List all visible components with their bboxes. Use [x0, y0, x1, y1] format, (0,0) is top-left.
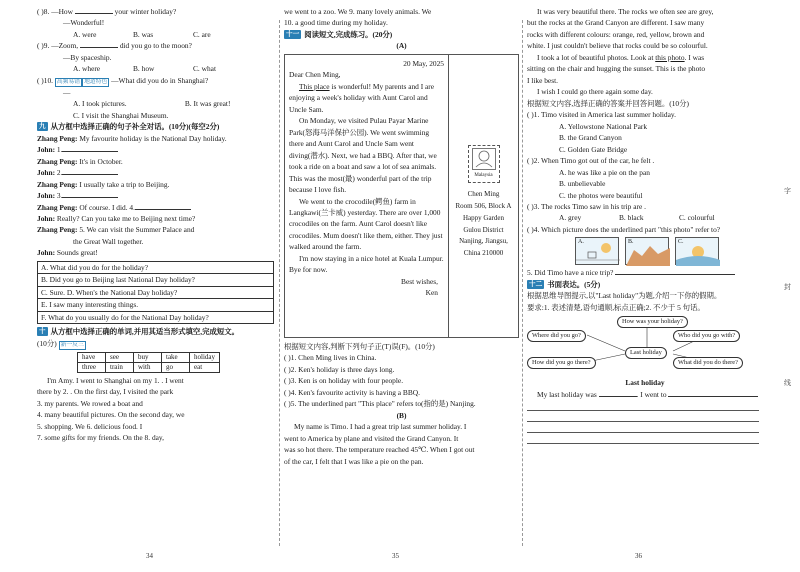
q9-blank[interactable] — [80, 41, 118, 48]
answer-option: B. black — [619, 213, 644, 223]
picture-c — [675, 237, 719, 265]
stamp-icon — [468, 145, 500, 183]
q10-option-b: B. It was great! — [184, 99, 231, 109]
q9-reply: —By spaceship. — [63, 52, 112, 62]
stamp-art-icon — [473, 149, 495, 169]
section-12-header — [527, 279, 763, 290]
dialogue-speaker: John: — [37, 248, 57, 258]
word-bank-word: take — [162, 352, 190, 362]
passage-b-para-1-line: It was very beautiful there. The rocks we often see are grey, — [537, 7, 714, 16]
word-bank-word: holiday — [190, 352, 220, 362]
mind-node-right-bottom: What did you do there? — [673, 357, 743, 369]
address-line: China 210000 — [463, 249, 504, 258]
page-number-35: 35 — [392, 552, 399, 560]
column-right — [527, 6, 763, 572]
q8-line — [37, 6, 274, 17]
postcard-para-4: I'm now staying in a nice hotel at Kuala Lumpur. Bye for now. — [289, 253, 444, 275]
section-11-header — [284, 29, 519, 40]
dialogue-text: 2. — [56, 168, 63, 178]
passage-b-para-1 — [527, 6, 763, 52]
dialogue-speaker: Zhang Peng: — [37, 225, 80, 235]
q10-reply: — — [63, 87, 71, 97]
postcard-greeting: Dear Chen Ming, — [289, 70, 341, 80]
q8-option-a: A. were — [73, 29, 97, 39]
tf-item: ( )5. The underlined part "This place" refers to(指的是) Nanjing. — [284, 399, 476, 409]
section-12-instruction-2: 要求:1. 表述清楚,语句通顺,标点正确;2. 不少于 5 句话。 — [527, 302, 705, 312]
passage-continue-1: we went to a zoo. We 9. many lovely animals. We — [284, 7, 432, 16]
q5-answer-line[interactable] — [615, 268, 735, 275]
answer-option: A. Yellowstone National Park — [559, 121, 648, 131]
q10-options-ab: A. I took pictures. B. It was great! — [73, 99, 231, 109]
choice-option: E. I saw many interesting things. — [38, 299, 273, 311]
q9-line — [37, 40, 274, 51]
q10-option-c: C. I visit the Shanghai Museum. — [73, 110, 169, 120]
q3-options — [527, 212, 763, 223]
section-12-title: 书面表达。(5分) — [547, 279, 601, 289]
column-left — [37, 6, 274, 572]
choice-option: C. Sure. D. When's the National Day holiday? — [38, 287, 273, 299]
passage-b-line: of the car, I felt that I was like a pie on the pan. — [284, 456, 424, 466]
section-10-number: 十 — [39, 328, 46, 336]
q9-pre: —Zoom, — [51, 41, 79, 51]
section-11-title: 阅读短文,完成练习。(20分) — [304, 29, 393, 39]
essay-line-4[interactable] — [527, 433, 759, 444]
postcard-para-3: We went to the crocodile(鳄鱼) farm in Langkawi(兰卡威) yesterday. There are over 1,000 crocodiles on the farm. Aunt Carol doesn't like crocodiles. Mum doesn't like them, either. They just walked around the farm. — [289, 196, 443, 252]
tf-item: ( )2. Ken's holiday is three days long. — [284, 364, 395, 374]
passage-b-line: was so hot there. The temperature reached 45℃. When I got out — [284, 445, 475, 455]
dialogue — [37, 133, 274, 259]
word-bank-word: see — [106, 352, 134, 362]
word-bank-word: go — [162, 362, 190, 372]
dialogue-line — [37, 156, 274, 167]
essay-blank-2[interactable] — [668, 390, 758, 397]
picture-b-label: B. — [628, 239, 634, 246]
q8-pre: —How — [51, 7, 73, 16]
postcard-date: 20 May, 2025 — [403, 58, 444, 68]
section-10-score: (10分) — [37, 338, 57, 348]
essay-line-3[interactable] — [527, 422, 759, 433]
address-line: Nanjing, Jiangsu, — [459, 237, 508, 246]
essay-start-b: . I went to — [636, 389, 667, 399]
choices-box — [37, 261, 274, 324]
mind-node-left-top: Where did you go? — [527, 330, 586, 342]
address-line: Happy Garden — [462, 213, 504, 222]
q8-number: ( )8. — [37, 7, 50, 16]
q8-post: your winter holiday? — [114, 7, 177, 16]
dialogue-speaker: John: — [37, 191, 57, 201]
dialogue-speaker: John: — [37, 145, 57, 155]
answer-option: B. the Grand Canyon — [559, 133, 622, 143]
tf-item: ( )1. Chen Ming lives in China. — [284, 353, 377, 363]
column-divider-2 — [522, 20, 523, 546]
page-number-34: 34 — [146, 552, 153, 560]
side-char-1: 字 — [784, 187, 791, 195]
q8-reply: —Wonderful! — [63, 18, 105, 28]
picture-c-label: C. — [678, 239, 684, 246]
dialogue-line — [37, 202, 274, 213]
dialogue-text: It's in October. — [79, 156, 123, 166]
passage-b-para-3: I wish I could go there again some day. — [537, 87, 653, 97]
passage-b-line: My name is Timo. I had a great trip last summer holiday. I — [294, 422, 467, 432]
q9-options — [37, 63, 274, 74]
passage-b — [284, 421, 519, 467]
part-a-label: (A) — [396, 41, 407, 51]
q1: ( )1. Timo visited in America last summer holiday. — [527, 110, 676, 120]
q9-option-c: C. what — [193, 64, 216, 74]
tf-item: ( )4. Ken's favourite activity is having a BBQ. — [284, 387, 420, 397]
q8-blank[interactable] — [75, 7, 113, 14]
q4: ( )4. Which picture does the underlined part "this photo" refer to? — [527, 224, 721, 234]
dialogue-speaker: Zhang Peng: — [37, 133, 80, 143]
postcard-para-1: This place is wonderful! My parents and I are enjoying a week's holiday with Aunt Carol and Uncle Sam. — [289, 81, 435, 114]
section-10-tag: 新一反三 — [60, 341, 84, 348]
dialogue-blank[interactable] — [62, 191, 118, 198]
section-9-number: 九 — [39, 123, 46, 131]
passage-b-para-1-line: white. I just couldn't believe that rocks could be so colourful. — [527, 41, 708, 51]
choice-option: F. What do you usually do for the National Day holiday? — [41, 312, 209, 322]
postcard-address — [449, 189, 518, 260]
tf-list — [284, 352, 519, 409]
fill-passage — [37, 375, 274, 444]
section-12-instruction-1: 根据思维导图提示,以"Last holiday"为题,介绍一下你的假期。 — [527, 291, 722, 301]
postcard-address-side — [449, 55, 518, 337]
postcard-para-2: On Monday, we visited Pulau Payar Marine Park(怒海马洋保护公园). We went swimming there and Aunt Carol and Uncle Sam went diving(潜水). Next, we had a BBQ. After that, we took a ride on a boat and saw a lot of sea animals. This was the most(最) wonderful part of the trip because I love fish. — [289, 116, 437, 195]
dialogue-text: Sounds great! — [56, 248, 98, 258]
dialogue-speaker: Zhang Peng: — [37, 202, 80, 212]
dialogue-text: 1. — [56, 145, 63, 155]
q9-number: ( )9. — [37, 41, 50, 51]
side-char-2: 封 — [784, 283, 791, 291]
passage-line: 5. shopping. We 6. delicious food. I — [37, 421, 143, 431]
postcard-message — [285, 55, 449, 337]
q10-tag-frequent: 高频易错 — [56, 78, 81, 85]
dialogue-line — [37, 167, 274, 178]
essay-line-1[interactable] — [527, 400, 759, 411]
section-11-number: 十一 — [286, 31, 300, 39]
q9-option-b: B. how — [133, 64, 155, 74]
section-10-score-line — [37, 338, 274, 350]
essay-blank-1[interactable] — [599, 390, 637, 397]
essay-line-2[interactable] — [527, 411, 759, 422]
dialogue-text: Really? Can you take me to Beijing next time? — [56, 213, 196, 223]
dialogue-line — [37, 236, 274, 247]
choice-option: B. Did you go to Beijing last National Day holiday? — [38, 274, 273, 286]
part-b-label: (B) — [396, 410, 407, 420]
dialogue-line — [37, 224, 274, 235]
answer-option: B. unbelievable — [559, 179, 606, 189]
word-bank-word: train — [106, 362, 134, 372]
passage-line: 7. some gifts for my friends. On the 8. day, — [37, 433, 164, 442]
word-bank-row-2 — [78, 362, 220, 372]
postcard-para-1-text: is wonderful! My parents and I are enjoying a week's holiday with Aunt Carol and Uncle Sam. — [289, 81, 435, 114]
mind-node-right-top: Who did you go with? — [673, 330, 740, 342]
word-bank-word: have — [78, 352, 106, 362]
dialogue-speaker: Zhang Peng: — [37, 179, 80, 189]
answer-option: A. grey — [559, 213, 582, 223]
section-12-number: 十二 — [529, 281, 543, 289]
q5-line — [527, 267, 763, 278]
passage-b-para-1-line: rocks with different colours: orange, red, yellow, brown and — [527, 29, 705, 39]
q8-option-c: C. are — [193, 29, 211, 39]
passage-b-para-2-line-3: I like best. — [527, 75, 558, 85]
q2-options — [527, 167, 763, 201]
passage-line: 3. my parents. We rowed a boat and — [37, 398, 143, 408]
word-bank-word: with — [134, 362, 162, 372]
passage-b-para-2: I took a lot of beautiful photos. Look at this photo. I was sitting on the chair and hugging the sunset. This is the photo I like best. — [527, 52, 763, 86]
dialogue-line — [37, 247, 274, 258]
page-number-36: 36 — [635, 552, 642, 560]
answer-option: C. Golden Gate Bridge — [559, 144, 628, 154]
answer-option: C. the photos were beautiful — [559, 190, 643, 200]
answer-option: A. he was like a pie on the pan — [559, 167, 650, 177]
dialogue-line — [37, 213, 274, 224]
word-bank-word: eat — [190, 362, 220, 372]
q10-option-a: I took pictures. — [82, 99, 127, 109]
essay-title: Last holiday — [625, 378, 665, 388]
q2: ( )2. When Timo got out of the car, he felt . — [527, 156, 655, 166]
picture-a — [575, 237, 619, 265]
q10-line — [37, 75, 274, 87]
dialogue-text: 5. We can visit the Summer Palace and — [79, 225, 195, 235]
section-9-header — [37, 121, 274, 132]
passage-line: I'm Amy. I went to Shanghai on my 1. . I went — [47, 375, 184, 385]
dialogue-blank[interactable] — [62, 145, 118, 152]
dialogue-line — [37, 133, 274, 144]
passage-line: there by 2. . On the first day, I visited the park — [37, 387, 174, 397]
q9-option-a: A. where — [73, 64, 101, 74]
address-line: Gulou District — [463, 225, 504, 234]
passage-b-para-2-line-2: sitting on the chair and hugging the sunset. This is the photo — [527, 64, 706, 74]
stamp-label: Malaysia — [474, 173, 493, 179]
picture-a-label: A. — [578, 239, 584, 246]
dialogue-line — [37, 144, 274, 155]
section-10-header — [37, 326, 274, 337]
postcard-signature: Ken — [425, 288, 438, 298]
tf-title: 根据短文内容,判断下列句子正(T)误(F)。(10分) — [284, 341, 435, 351]
tf-item: ( )3. Ken is on holiday with four people. — [284, 376, 404, 386]
passage-line: 4. many beautiful pictures. On the second day, we — [37, 410, 185, 420]
passage-b-line: went to America by plane and visited the Grand Canyon. It — [284, 433, 459, 443]
mind-map — [527, 316, 763, 374]
dialogue-speaker: John: — [37, 168, 57, 178]
answer-option: C. colourful — [679, 213, 715, 223]
dialogue-blank[interactable] — [62, 168, 118, 175]
dialogue-line — [37, 179, 274, 190]
address-line: Chen Ming — [467, 189, 500, 198]
mind-node-center: Last holiday — [625, 347, 667, 359]
dialogue-blank[interactable] — [135, 203, 191, 210]
dialogue-text: Of course. I did. 4. — [79, 202, 135, 212]
address-line: Room 506, Block A — [455, 201, 512, 210]
picture-b — [625, 237, 669, 265]
word-bank-row-1 — [78, 352, 220, 362]
choice-option: A. What did you do for the holiday? — [38, 262, 273, 274]
questions-title: 根据短文内容,选择正确的答案并回答问题。(10分) — [527, 98, 689, 108]
dialogue-text: the Great Wall together. — [73, 236, 144, 246]
postcard — [284, 54, 519, 338]
column-divider-1 — [279, 20, 280, 546]
dialogue-text: 3. — [56, 191, 63, 201]
word-bank — [77, 352, 220, 373]
section-9-title: 从方框中选择正确的句子补全对话。(10分)(每空2分) — [50, 122, 220, 132]
mind-node-left-bottom: How did you go there? — [527, 357, 596, 369]
dialogue-line — [37, 190, 274, 201]
dialogue-text: I usually take a trip to Beijing. — [79, 179, 170, 189]
mind-node-top: How was your holiday? — [617, 316, 688, 328]
column-middle — [284, 6, 519, 572]
q1-options — [527, 121, 763, 155]
q4-pictures — [527, 237, 763, 265]
postcard-closing: Best wishes, — [401, 276, 438, 286]
essay-first-line — [527, 389, 763, 400]
dialogue-speaker: Zhang Peng: — [37, 156, 80, 166]
q3: ( )3. The rocks Timo saw in his trip are . — [527, 201, 646, 211]
q9-post: did you go to the moon? — [119, 41, 192, 51]
q10-number: ( )10. — [37, 75, 54, 85]
passage-b-para-1-line: but the rocks at the Grand Canyon are different. I saw many — [527, 18, 705, 28]
q8-option-b: B. was — [133, 29, 154, 39]
q5: 5. Did Timo have a nice trip? — [527, 268, 614, 278]
q10-tag-authentic: 地道特色 — [84, 78, 108, 85]
essay-start-a: My last holiday was — [537, 389, 597, 399]
dialogue-text: My favourite holiday is the National Day holiday. — [79, 133, 227, 143]
passage-continue-2: 10. a good time during my holiday. — [284, 18, 388, 28]
section-10-title: 从方框中选择正确的单词,并用其适当形式填空,完成短文。 — [50, 327, 240, 337]
dialogue-speaker: John: — [37, 213, 57, 223]
side-char-3: 线 — [784, 379, 791, 387]
stamp-picture — [472, 148, 496, 170]
word-bank-word: buy — [134, 352, 162, 362]
word-bank-word: three — [78, 362, 106, 372]
q10-text: —What did you do in Shanghai? — [111, 75, 209, 85]
q8-options — [37, 29, 274, 40]
